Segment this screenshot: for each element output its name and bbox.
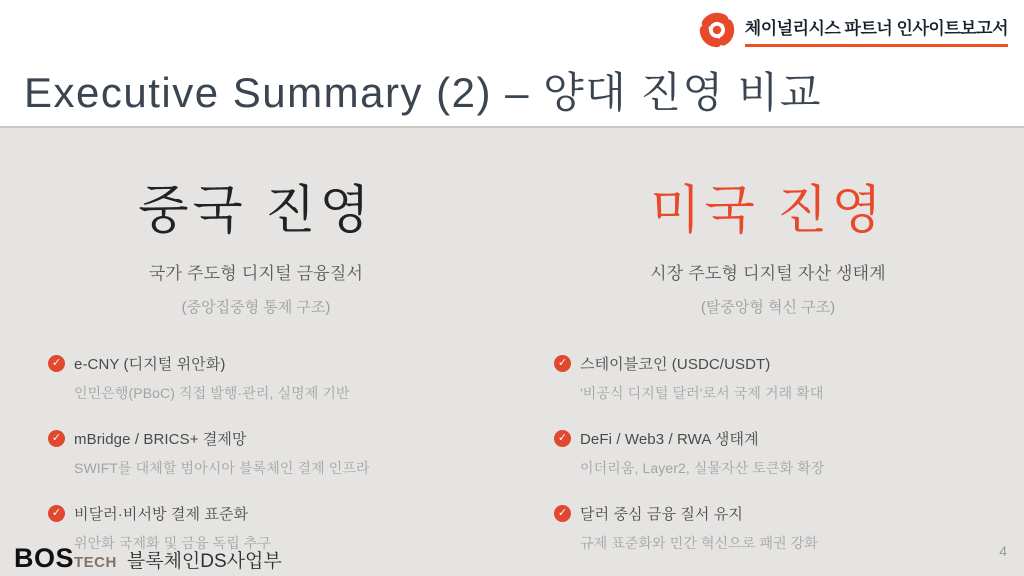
item-description: 인민은행(PBoC) 직접 발행·관리, 실명제 기반: [74, 385, 350, 401]
header: [0, 0, 1024, 126]
check-icon: ✓: [48, 430, 65, 447]
list-item: [554, 428, 1004, 478]
page-number: 4: [999, 543, 1007, 559]
usa-heading: 미국 진영: [650, 182, 886, 240]
comparison-columns: [0, 128, 1024, 576]
china-note: (중앙집중형 통제 구조): [181, 299, 331, 316]
item-title: e-CNY (디지털 위안화): [74, 356, 226, 373]
item-title: 스테이블코인 (USDC/USDT): [580, 356, 771, 373]
item-description: '비공식 디지털 달러'로서 국제 거래 확대: [580, 385, 824, 401]
item-description: 위안화 국제화 및 금융 독립 추구: [74, 535, 272, 551]
content-panel: [0, 126, 1024, 576]
item-title: 달러 중심 금융 질서 유지: [580, 506, 743, 523]
logo-bos-text: BOS: [14, 543, 75, 573]
brand-label: 체이널리시스 파트너 인사이트보고서: [745, 14, 1008, 47]
item-title: DeFi / Web3 / RWA 생태계: [580, 431, 759, 448]
list-item: [554, 353, 1004, 403]
usa-subtitle: 시장 주도형 디지털 자산 생태계: [650, 264, 886, 283]
company-logo: [14, 543, 282, 574]
china-subtitle: 국가 주도형 디지털 금융질서: [148, 264, 364, 283]
check-icon: ✓: [48, 505, 65, 522]
china-heading: 중국 진영: [138, 182, 374, 240]
item-description: SWIFT를 대체할 범아시아 블록체인 결제 인프라: [74, 460, 370, 476]
chainalysis-swirl-icon: [696, 9, 738, 51]
brand-block: [696, 9, 1008, 51]
column-usa: [512, 128, 1024, 576]
item-description: 규제 표준화와 민간 혁신으로 패권 강화: [580, 535, 818, 551]
usa-item-list: [512, 353, 1024, 553]
item-title: mBridge / BRICS+ 결제망: [74, 431, 247, 448]
check-icon: ✓: [48, 355, 65, 372]
list-item: [48, 353, 492, 403]
china-item-list: [0, 353, 512, 553]
check-icon: ✓: [554, 505, 571, 522]
column-china: [0, 128, 512, 576]
item-description: 이더리움, Layer2, 실물자산 토큰화 확장: [580, 460, 825, 476]
logo-tech-text: TECH: [74, 554, 117, 571]
list-item: [554, 503, 1004, 553]
list-item: [48, 428, 492, 478]
item-title: 비달러·비서방 결제 표준화: [74, 506, 249, 523]
logo-department-text: 블록체인DS사업부: [126, 551, 282, 572]
check-icon: ✓: [554, 355, 571, 372]
check-icon: ✓: [554, 430, 571, 447]
page-title: Executive Summary (2) – 양대 진영 비교: [24, 69, 822, 116]
usa-note: (탈중앙형 혁신 구조): [700, 299, 836, 316]
